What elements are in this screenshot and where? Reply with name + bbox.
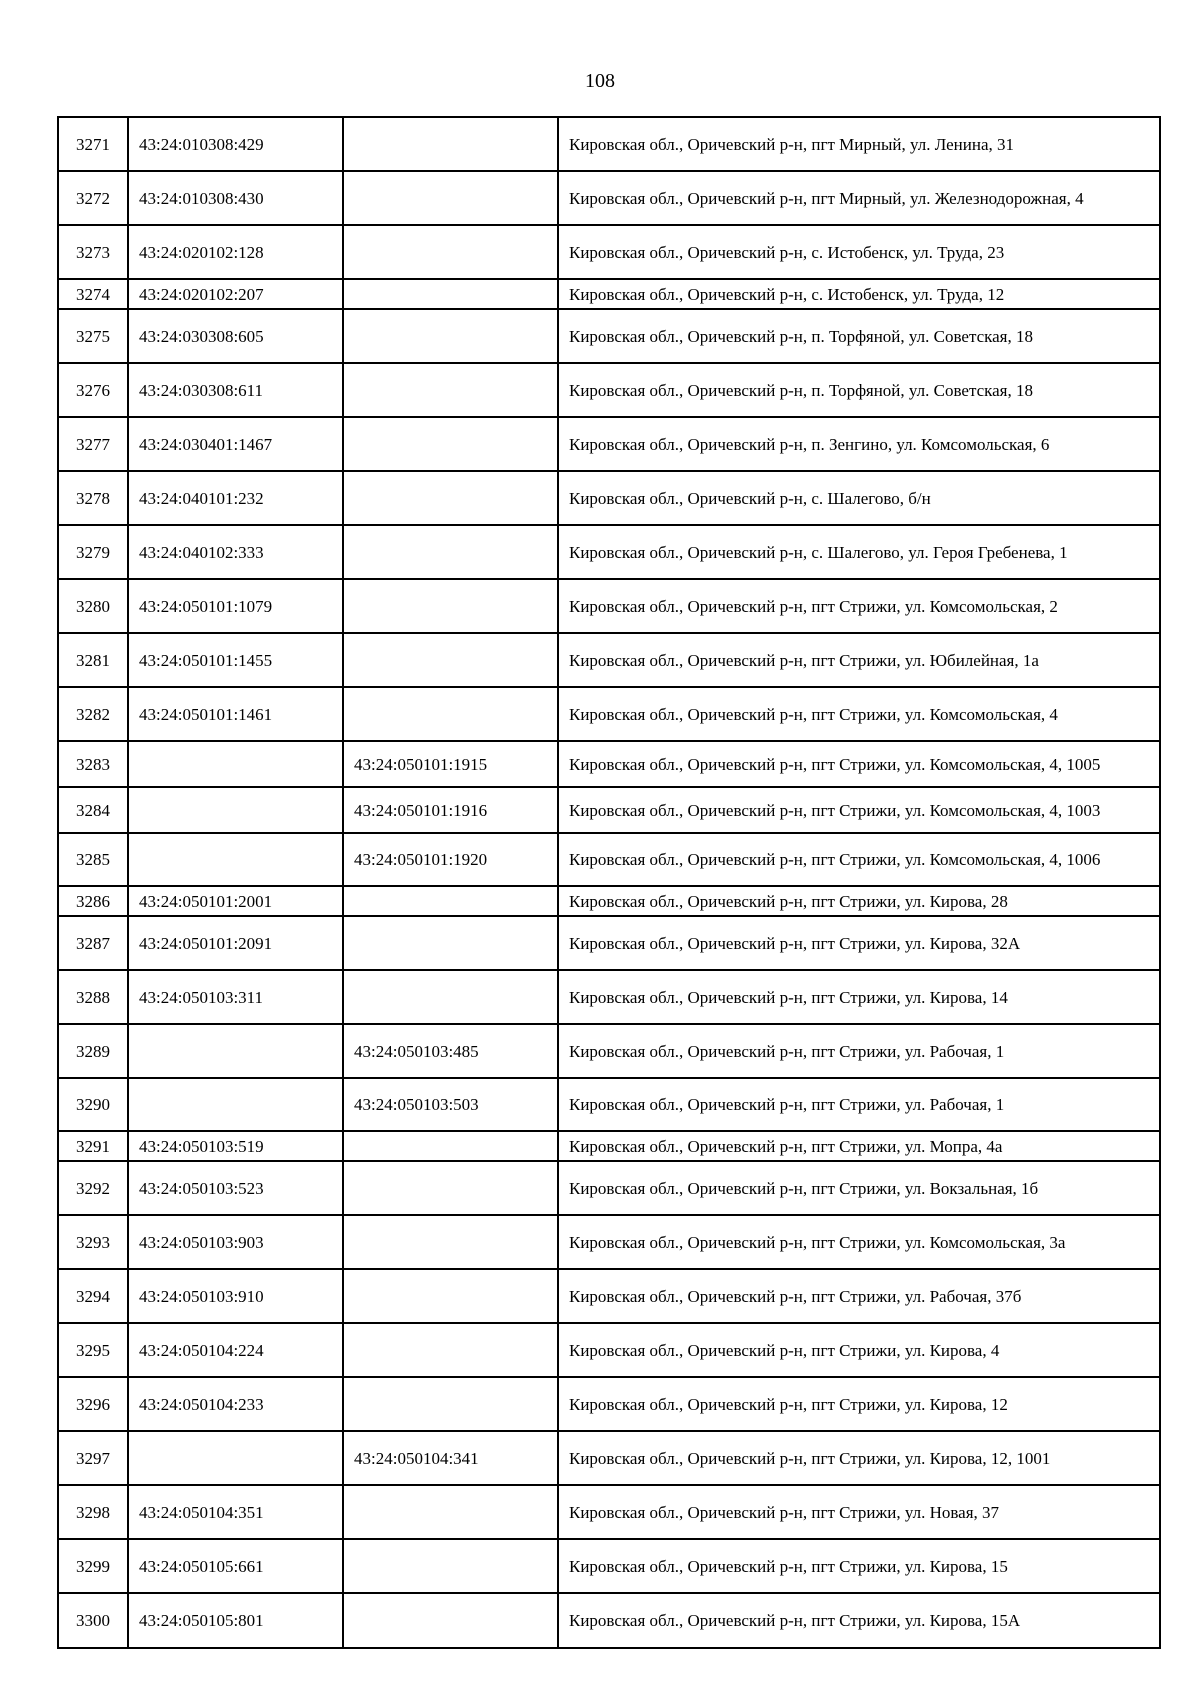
table-row [58,1131,1160,1161]
table-row [58,833,1160,886]
cadastral-number-secondary: 43:24:050101:1916 [343,787,558,833]
address: Кировская обл., Оричевский р-н, пгт Стрижи, ул. Комсомольская, 4, 1003 [558,787,1160,833]
cadastral-number-secondary [343,1485,558,1539]
row-number: 3275 [58,309,128,363]
cadastral-number-secondary [343,687,558,741]
cadastral-number: 43:24:050101:2001 [128,886,343,916]
cadastral-number: 43:24:040101:232 [128,471,343,525]
cadastral-number: 43:24:050105:661 [128,1539,343,1593]
address: Кировская обл., Оричевский р-н, пгт Стрижи, ул. Рабочая, 1 [558,1024,1160,1078]
cadastral-number: 43:24:050104:351 [128,1485,343,1539]
cadastral-number-secondary [343,525,558,579]
cadastral-number [128,741,343,787]
row-number: 3285 [58,833,128,886]
cadastral-number-secondary [343,886,558,916]
table-row [58,171,1160,225]
cadastral-number-secondary [343,1215,558,1269]
cadastral-number-secondary [343,1377,558,1431]
cadastral-number [128,1431,343,1485]
table-row [58,579,1160,633]
address: Кировская обл., Оричевский р-н, пгт Стрижи, ул. Кирова, 4 [558,1323,1160,1377]
table-row [58,225,1160,279]
address: Кировская обл., Оричевский р-н, с. Истобенск, ул. Труда, 12 [558,279,1160,309]
row-number: 3280 [58,579,128,633]
cadastral-number-secondary [343,970,558,1024]
table-row [58,916,1160,970]
address: Кировская обл., Оричевский р-н, пгт Стрижи, ул. Кирова, 14 [558,970,1160,1024]
address: Кировская обл., Оричевский р-н, пгт Стрижи, ул. Комсомольская, 2 [558,579,1160,633]
address: Кировская обл., Оричевский р-н, п. Торфяной, ул. Советская, 18 [558,309,1160,363]
cadastral-number-secondary: 43:24:050101:1920 [343,833,558,886]
row-number: 3290 [58,1078,128,1131]
row-number: 3289 [58,1024,128,1078]
address: Кировская обл., Оричевский р-н, пгт Стрижи, ул. Юбилейная, 1а [558,633,1160,687]
address: Кировская обл., Оричевский р-н, пгт Стрижи, ул. Кирова, 28 [558,886,1160,916]
table-row [58,471,1160,525]
row-number: 3284 [58,787,128,833]
table-row [58,1215,1160,1269]
cadastral-number: 43:24:050101:2091 [128,916,343,970]
cadastral-number: 43:24:050105:801 [128,1593,343,1648]
table-row [58,787,1160,833]
row-number: 3281 [58,633,128,687]
row-number: 3273 [58,225,128,279]
cadastral-number: 43:24:010308:430 [128,171,343,225]
cadastral-number: 43:24:050103:523 [128,1161,343,1215]
address: Кировская обл., Оричевский р-н, пгт Стрижи, ул. Рабочая, 1 [558,1078,1160,1131]
address: Кировская обл., Оричевский р-н, пгт Стрижи, ул. Кирова, 12 [558,1377,1160,1431]
row-number: 3298 [58,1485,128,1539]
row-number: 3287 [58,916,128,970]
address: Кировская обл., Оричевский р-н, пгт Стрижи, ул. Кирова, 12, 1001 [558,1431,1160,1485]
cadastral-number-secondary [343,1131,558,1161]
cadastral-number-secondary: 43:24:050101:1915 [343,741,558,787]
table-row [58,1161,1160,1215]
row-number: 3296 [58,1377,128,1431]
row-number: 3299 [58,1539,128,1593]
cadastral-number-secondary: 43:24:050103:503 [343,1078,558,1131]
address: Кировская обл., Оричевский р-н, пгт Стрижи, ул. Кирова, 15А [558,1593,1160,1648]
cadastral-number-secondary [343,1593,558,1648]
address: Кировская обл., Оричевский р-н, пгт Стрижи, ул. Новая, 37 [558,1485,1160,1539]
row-number: 3292 [58,1161,128,1215]
cadastral-number: 43:24:050101:1079 [128,579,343,633]
cadastral-number: 43:24:010308:429 [128,117,343,171]
table-row [58,1485,1160,1539]
row-number: 3297 [58,1431,128,1485]
table-row [58,417,1160,471]
row-number: 3294 [58,1269,128,1323]
cadastral-number-secondary [343,225,558,279]
cadastral-number-secondary [343,1539,558,1593]
cadastral-number: 43:24:050101:1461 [128,687,343,741]
row-number: 3272 [58,171,128,225]
cadastral-number: 43:24:050103:910 [128,1269,343,1323]
table-row [58,525,1160,579]
address: Кировская обл., Оричевский р-н, пгт Мирный, ул. Ленина, 31 [558,117,1160,171]
address: Кировская обл., Оричевский р-н, пгт Стрижи, ул. Комсомольская, 4, 1006 [558,833,1160,886]
cadastral-number-secondary [343,171,558,225]
table-row [58,309,1160,363]
address: Кировская обл., Оричевский р-н, с. Шалегово, ул. Героя Гребенева, 1 [558,525,1160,579]
cadastral-number-secondary [343,279,558,309]
cadastral-number: 43:24:030308:605 [128,309,343,363]
row-number: 3288 [58,970,128,1024]
table-row [58,1269,1160,1323]
cadastral-number [128,1078,343,1131]
cadastral-number [128,1024,343,1078]
row-number: 3286 [58,886,128,916]
address: Кировская обл., Оричевский р-н, п. Торфяной, ул. Советская, 18 [558,363,1160,417]
cadastral-number: 43:24:020102:128 [128,225,343,279]
cadastral-number-secondary [343,579,558,633]
table-row [58,1593,1160,1648]
row-number: 3276 [58,363,128,417]
cadastral-number-secondary [343,417,558,471]
address: Кировская обл., Оричевский р-н, пгт Стрижи, ул. Мопра, 4а [558,1131,1160,1161]
cadastral-number: 43:24:030308:611 [128,363,343,417]
cadastral-number-secondary: 43:24:050104:341 [343,1431,558,1485]
cadastral-number-secondary [343,471,558,525]
cadastral-number-secondary [343,1269,558,1323]
address: Кировская обл., Оричевский р-н, пгт Стрижи, ул. Кирова, 15 [558,1539,1160,1593]
cadastral-number-secondary [343,1323,558,1377]
cadastral-number: 43:24:030401:1467 [128,417,343,471]
row-number: 3277 [58,417,128,471]
row-number: 3283 [58,741,128,787]
table-row [58,1377,1160,1431]
address: Кировская обл., Оричевский р-н, пгт Мирный, ул. Железнодорожная, 4 [558,171,1160,225]
cadastral-number-secondary [343,117,558,171]
address: Кировская обл., Оричевский р-н, п. Зенгино, ул. Комсомольская, 6 [558,417,1160,471]
cadastral-number: 43:24:020102:207 [128,279,343,309]
table-row [58,279,1160,309]
row-number: 3291 [58,1131,128,1161]
row-number: 3279 [58,525,128,579]
register-table-body [58,117,1160,1648]
page-number: 108 [585,70,615,92]
cadastral-number-secondary [343,916,558,970]
table-row [58,1078,1160,1131]
cadastral-number-secondary [343,363,558,417]
cadastral-number: 43:24:050104:233 [128,1377,343,1431]
cadastral-number: 43:24:040102:333 [128,525,343,579]
table-row [58,1323,1160,1377]
table-row [58,117,1160,171]
address: Кировская обл., Оричевский р-н, пгт Стрижи, ул. Кирова, 32А [558,916,1160,970]
cadastral-number: 43:24:050104:224 [128,1323,343,1377]
row-number: 3293 [58,1215,128,1269]
address: Кировская обл., Оричевский р-н, пгт Стрижи, ул. Рабочая, 37б [558,1269,1160,1323]
cadastral-number: 43:24:050103:903 [128,1215,343,1269]
row-number: 3300 [58,1593,128,1648]
register-table [57,116,1161,1649]
address: Кировская обл., Оричевский р-н, пгт Стрижи, ул. Комсомольская, 4 [558,687,1160,741]
row-number: 3274 [58,279,128,309]
table-row [58,1539,1160,1593]
address: Кировская обл., Оричевский р-н, пгт Стрижи, ул. Комсомольская, 4, 1005 [558,741,1160,787]
table-row [58,633,1160,687]
row-number: 3278 [58,471,128,525]
cadastral-number-secondary [343,633,558,687]
cadastral-number [128,787,343,833]
cadastral-number: 43:24:050103:311 [128,970,343,1024]
table-row [58,363,1160,417]
table-row [58,1431,1160,1485]
table-row [58,1024,1160,1078]
cadastral-number: 43:24:050103:519 [128,1131,343,1161]
cadastral-number-secondary [343,1161,558,1215]
address: Кировская обл., Оричевский р-н, пгт Стрижи, ул. Комсомольская, 3а [558,1215,1160,1269]
address: Кировская обл., Оричевский р-н, с. Шалегово, б/н [558,471,1160,525]
table-row [58,687,1160,741]
table-row [58,886,1160,916]
cadastral-number-secondary [343,309,558,363]
cadastral-number-secondary: 43:24:050103:485 [343,1024,558,1078]
address: Кировская обл., Оричевский р-н, с. Истобенск, ул. Труда, 23 [558,225,1160,279]
cadastral-number [128,833,343,886]
row-number: 3295 [58,1323,128,1377]
table-row [58,970,1160,1024]
row-number: 3282 [58,687,128,741]
table-row [58,741,1160,787]
cadastral-number: 43:24:050101:1455 [128,633,343,687]
row-number: 3271 [58,117,128,171]
address: Кировская обл., Оричевский р-н, пгт Стрижи, ул. Вокзальная, 1б [558,1161,1160,1215]
